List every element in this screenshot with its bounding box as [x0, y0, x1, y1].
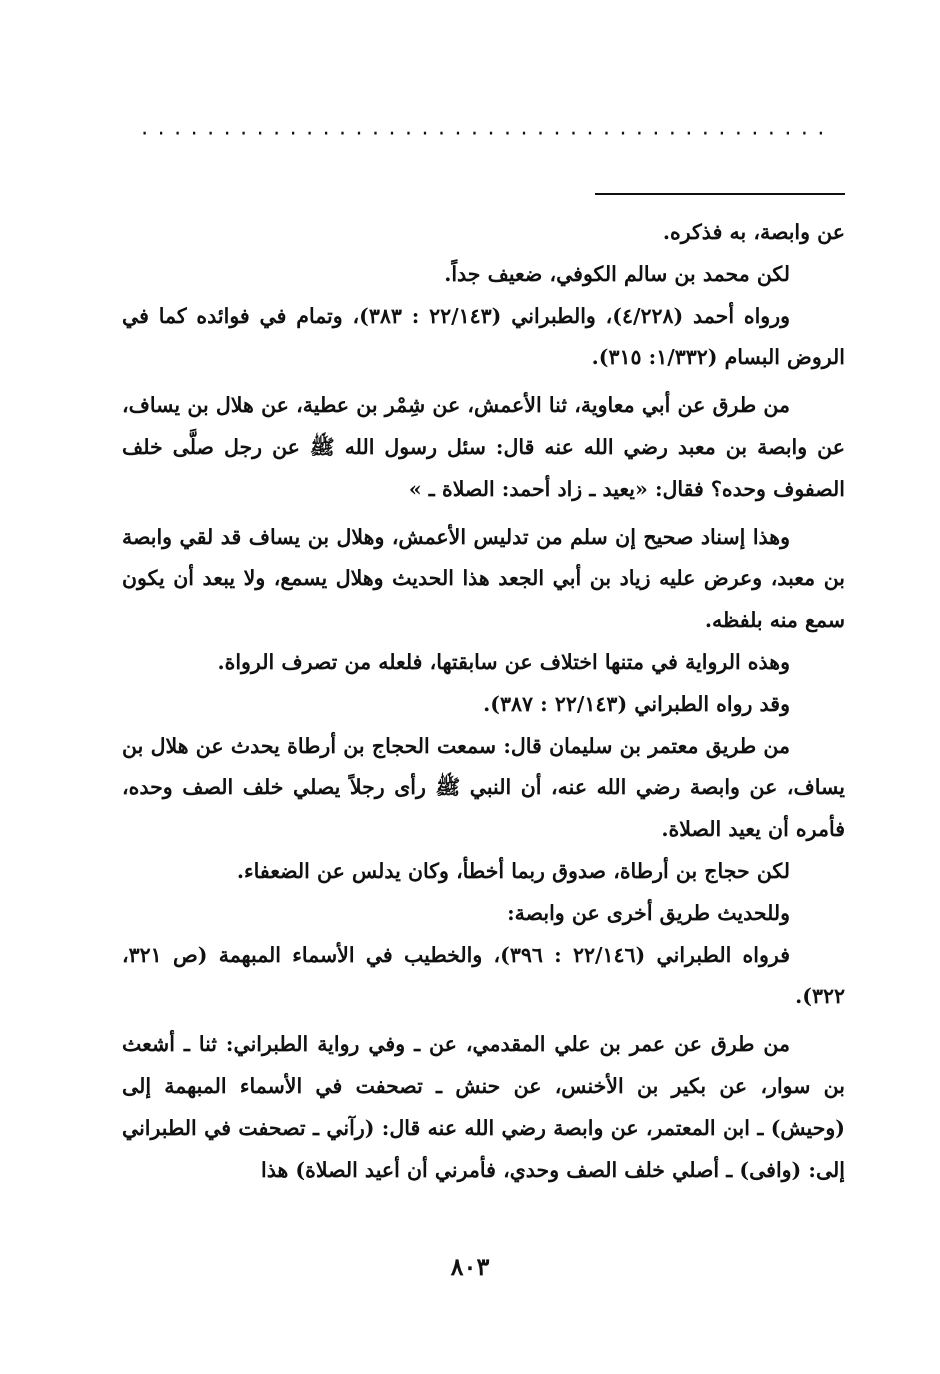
main-text	[122, 212, 845, 1191]
dotted-separator: ··········································	[141, 125, 834, 145]
paragraph-2: لكن محمد بن سالم الكوفي، ضعيف جداً.	[444, 261, 790, 286]
paragraph-5: وهذا إسناد صحيح إن سلم من تدليس الأعمش، وهلال بن يساف قد لقي وابصة بن معبد، وعرض عليه زياد بن أبي الجعد هذا الحديث وهلال يسمع، ولا يبعد أن يكون سمع منه بلفظه.	[122, 524, 845, 633]
paragraph-10: وللحديث طريق أخرى عن وابصة:	[507, 900, 790, 925]
paragraph-12: من طرق عن عمر بن علي المقدمي، عن ـ وفي رواية الطبراني: ثنا ـ أشعث بن سوار، عن بكير بن الأخنس، عن حنش ـ تصحفت في الأسماء المبهمة إلى (وحيش) ـ ابن المعتمر، عن وابصة رضي الله عنه قال: (رآني ـ تصحفت في الطبراني إلى: (وافى) ـ أصلي خلف الصف وحدي، فأمرني أن أعيد الصلاة) هذا	[122, 1032, 845, 1182]
paragraph-9: لكن حجاج بن أرطاة، صدوق ربما أخطأ، وكان يدلس عن الضعفاء.	[236, 858, 790, 883]
paragraph-7: وقد رواه الطبراني (٢٢/١٤٣ : ٣٨٧).	[483, 691, 790, 716]
paragraph-4: من طرق عن أبي معاوية، ثنا الأعمش، عن شِمْر بن عطية، عن هلال بن يساف، عن وابصة بن معبد رضي الله عنه قال: سئل رسول الله ﷺ عن رجل صلَّى خلف الصفوف وحده؟ فقال: «يعيد ـ زاد أحمد: الصلاة ـ »	[122, 393, 845, 501]
page-number: ٨٠٣	[450, 1252, 490, 1281]
footnote-rule	[595, 193, 845, 195]
paragraph-11: فرواه الطبراني (٢٢/١٤٦ : ٣٩٦)، والخطيب في الأسماء المبهمة (ص ٣٢١، ٣٢٢).	[122, 942, 845, 1009]
paragraph-8: من طريق معتمر بن سليمان قال: سمعت الحجاج بن أرطاة يحدث عن هلال بن يساف، عن وابصة رضي الله عنه، أن النبي ﷺ رأى رجلاً يصلي خلف الصف وحده، فأمره أن يعيد الصلاة.	[122, 733, 845, 842]
paragraph-1: عن وابصة، به فذكره.	[662, 220, 845, 244]
paragraph-3: ورواه أحمد (٤/٢٢٨)، والطبراني (٢٢/١٤٣ : ٣٨٣)، وتمام في فوائده كما في الروض البسام (١/٣٣٢: ٣١٥).	[122, 303, 845, 370]
paragraph-6: وهذه الرواية في متنها اختلاف عن سابقتها، فلعله من تصرف الرواة.	[217, 649, 790, 674]
